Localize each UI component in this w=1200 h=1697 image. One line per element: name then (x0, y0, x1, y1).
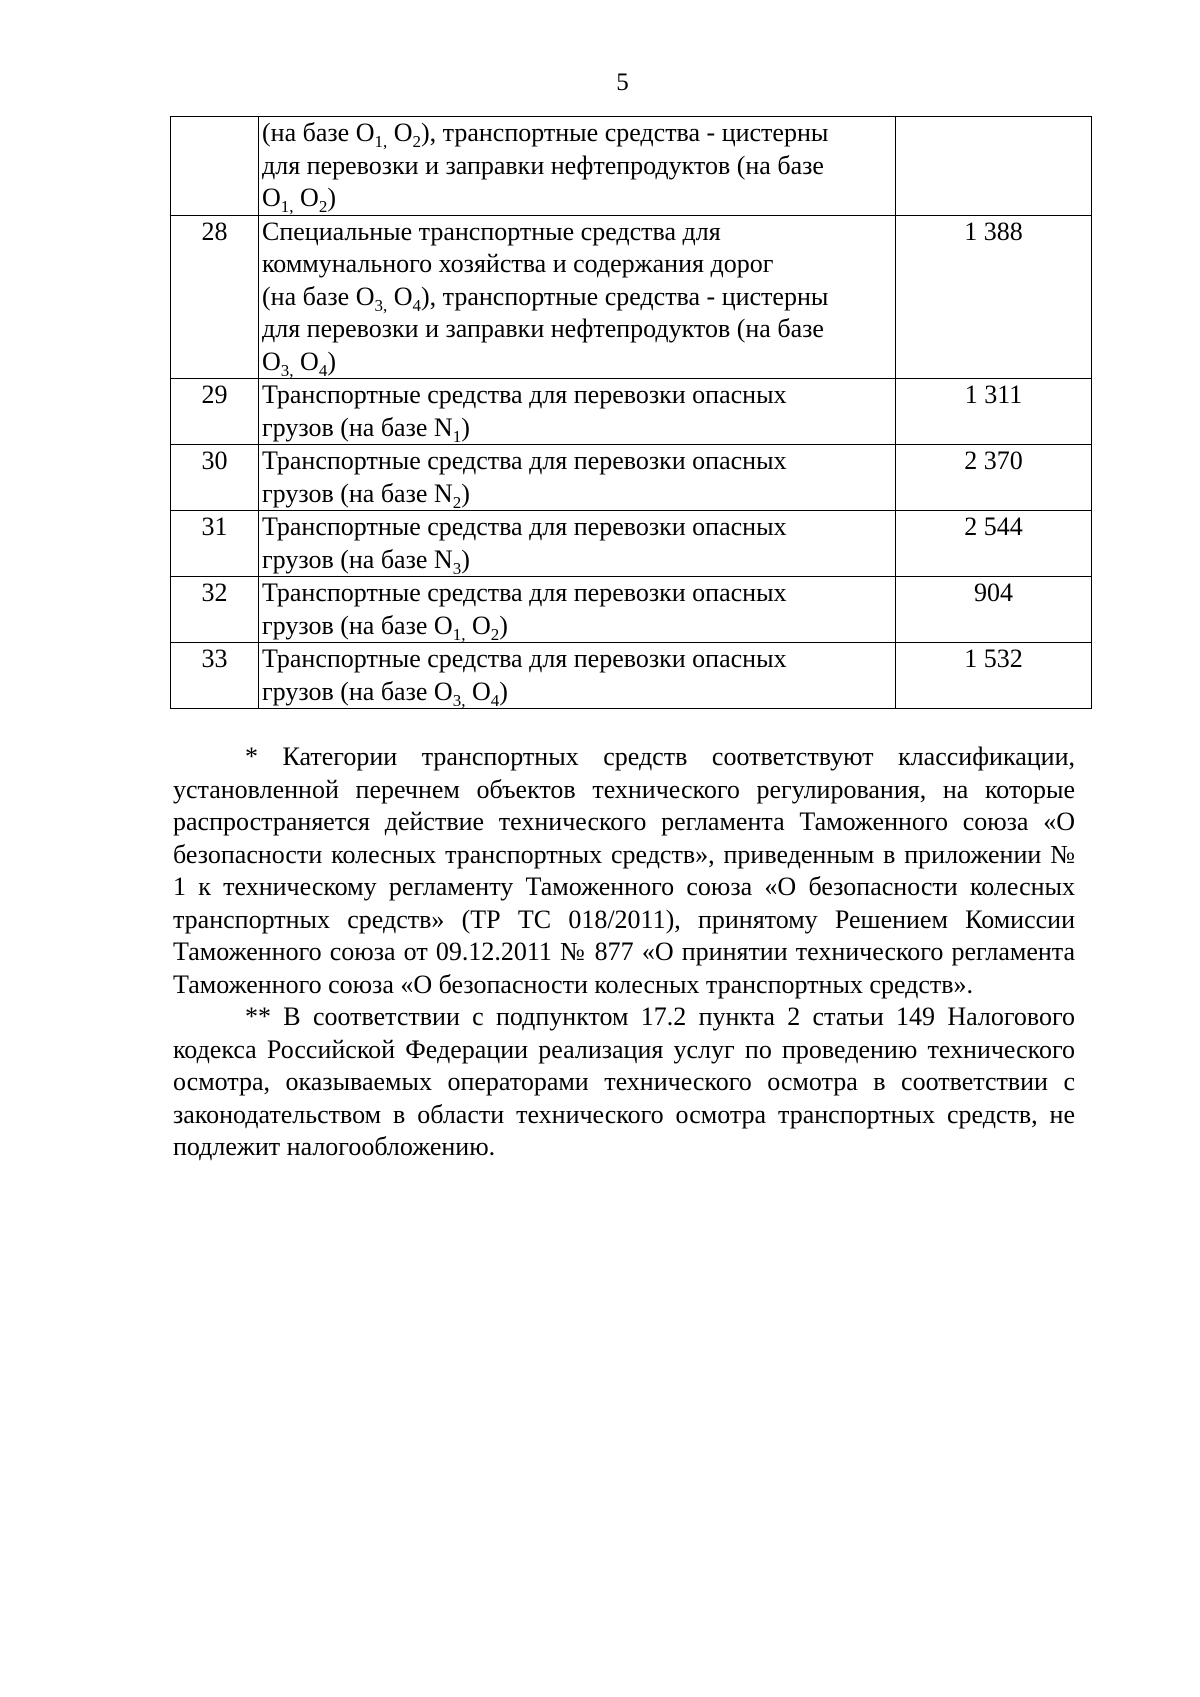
fee-amount: 1 532 (896, 643, 1092, 709)
table-row (171, 445, 1092, 511)
footnote-single-asterisk: * Категории транспортных средств соответствуют классификации, установленной перечнем объектов технического регулирования, на которые распространяется действие технического регламента Таможенного союза «О безопасности колесных транспортных средств», приведенным в приложении № 1 к техническому регламенту Таможенного союза «О безопасности колесных транспортных средств» (ТР ТС 018/2011), принятому Решением Комиссии Таможенного союза от 09.12.2011 № 877 «О принятии технического регламента Таможенного союза «О безопасности колесных транспортных средств». (173, 742, 1075, 999)
tariff-table-body (171, 117, 1092, 709)
row-number: 29 (171, 379, 259, 445)
row-number (171, 117, 259, 216)
vehicle-category-description: Специальные транспортные средства для коммунального хозяйства и содержания дорог (на базе $O_{3,}$ $O_4$), транспортные средства - цистерны для перевозки и заправки нефтепродуктов (на базе $O_{3,}$ $O_4$) (259, 215, 896, 379)
fee-amount (896, 117, 1092, 216)
row-number: 30 (171, 445, 259, 511)
row-number: 32 (171, 577, 259, 643)
fee-amount: 1 311 (896, 379, 1092, 445)
fee-amount: 904 (896, 577, 1092, 643)
row-number: 33 (171, 643, 259, 709)
fee-amount: 1 388 (896, 215, 1092, 379)
vehicle-category-description: Транспортные средства для перевозки опасных грузов (на базе $N_3$) (259, 511, 896, 577)
table-row (171, 643, 1092, 709)
tariff-table (170, 116, 1092, 709)
row-number: 31 (171, 511, 259, 577)
fee-amount: 2 370 (896, 445, 1092, 511)
table-row (171, 379, 1092, 445)
footnote-double-asterisk: ** В соответствии с подпунктом 17.2 пункта 2 статьи 149 Налогового кодекса Российской Федерации реализация услуг по проведению технического осмотра, оказываемых операторами технического осмотра в соответствии с законодательством в области технического осмотра транспортных средств, не подлежит налогообложению. (173, 1002, 1075, 1161)
row-number: 28 (171, 215, 259, 379)
vehicle-category-description: Транспортные средства для перевозки опасных грузов (на базе $N_1$) (259, 379, 896, 445)
vehicle-category-description: Транспортные средства для перевозки опасных грузов (на базе $N_2$) (259, 445, 896, 511)
vehicle-category-description: Транспортные средства для перевозки опасных грузов (на базе $O_{3,}$ $O_4$) (259, 643, 896, 709)
table-row (171, 577, 1092, 643)
vehicle-category-description: Транспортные средства для перевозки опасных грузов (на базе $O_{1,}$ $O_2$) (259, 577, 896, 643)
table-row (171, 117, 1092, 216)
table-row (171, 511, 1092, 577)
page-number: 5 (616, 69, 629, 96)
vehicle-category-description: (на базе $O_{1,}$ $O_2$), транспортные средства - цистерны для перевозки и заправки нефтепродуктов (на базе $O_{1,}$ $O_2$) (259, 117, 896, 216)
fee-amount: 2 544 (896, 511, 1092, 577)
footnotes (173, 741, 1075, 1164)
table-row (171, 215, 1092, 379)
